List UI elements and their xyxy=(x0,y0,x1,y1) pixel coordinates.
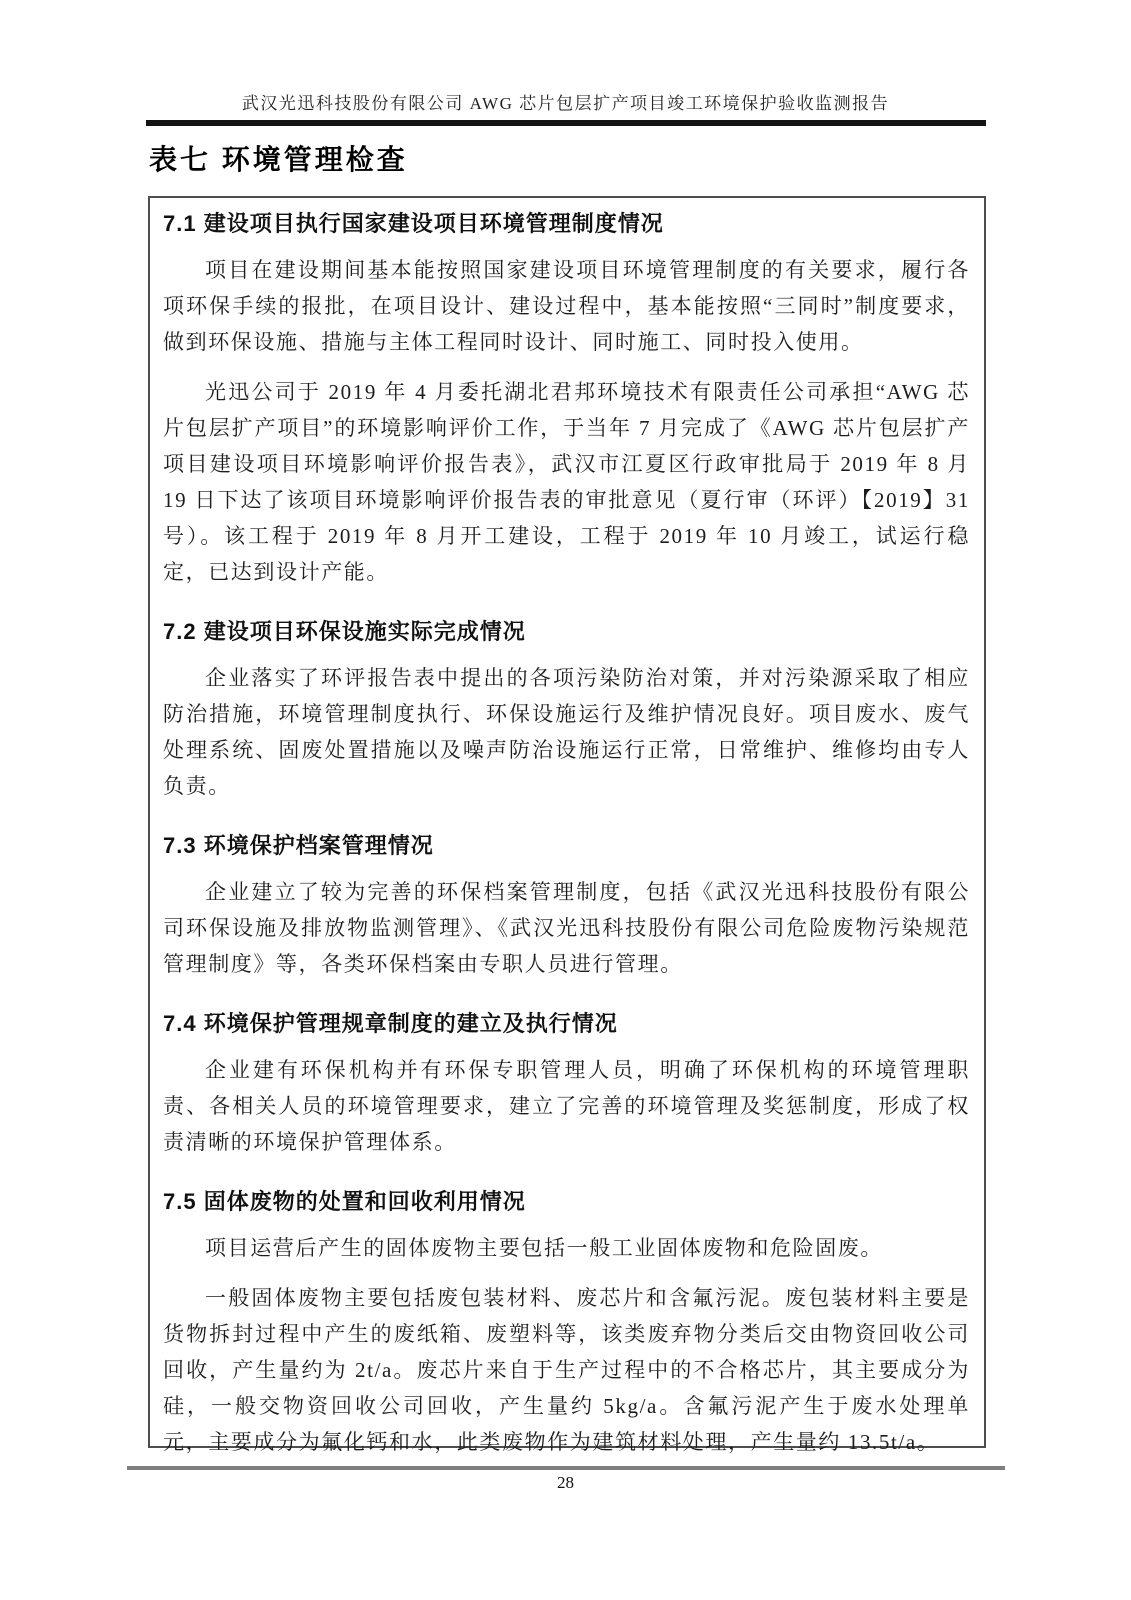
section-heading: 7.2 建设项目环保设施实际完成情况 xyxy=(163,619,526,644)
content-table-border xyxy=(148,196,986,1454)
paragraph: 项目运营后产生的固体废物主要包括一般工业固体废物和危险固废。 xyxy=(205,1236,883,1260)
paragraph: 一般固体废物主要包括废包装材料、废芯片和含氟污泥。废包装材料主要是货物拆封过程中产生的废纸箱、废塑料等，该类废弃物分类后交由物资回收公司回收，产生量约为 2t/a。废芯片来自于生产过程中的不合格芯片，其主要成分为硅，一般交物资回收公司回收，产生量约 5kg/a。含氟污泥产生于废水处理单元，主要成分为氟化钙和水，此类废物作为建筑材料处理，产生量约 13.5t/a。 xyxy=(163,1286,970,1454)
section-7-2 xyxy=(163,615,970,804)
page-title: 表七 环境管理检查 xyxy=(149,144,408,175)
section-7-3 xyxy=(163,829,970,982)
page-number: 28 xyxy=(557,1473,574,1492)
section-heading: 7.1 建设项目执行国家建设项目环境管理制度情况 xyxy=(163,211,664,236)
paragraph: 企业建立了较为完善的环保档案管理制度，包括《武汉光迅科技股份有限公司环保设施及排放物监测管理》、《武汉光迅科技股份有限公司危险废物污染规范管理制度》等，各类环保档案由专职人员进行管理。 xyxy=(163,880,970,976)
paragraph: 企业建有环保机构并有环保专职管理人员，明确了环保机构的环境管理职责、各相关人员的环境管理要求，建立了完善的环境管理及奖惩制度，形成了权责清晰的环境保护管理体系。 xyxy=(163,1058,970,1154)
section-heading: 7.4 环境保护管理规章制度的建立及执行情况 xyxy=(163,1011,618,1036)
paragraph: 光迅公司于 2019 年 4 月委托湖北君邦环境技术有限责任公司承担“AWG 芯片包层扩产项目”的环境影响评价工作，于当年 7 月完成了《AWG 芯片包层扩产项目建设项目环境影响评价报告表》，武汉市江夏区行政审批局于 2019 年 8 月 19 日下达了该项目环境影响评价报告表的审批意见（夏行审（环评）【2019】31 号）。该工程于 2019 年 8 月开工建设，工程于 2019 年 10 月竣工，试运行稳定，已达到设计产能。 xyxy=(163,380,970,584)
header-double-rule xyxy=(146,120,986,126)
report-header-title: 武汉光迅科技股份有限公司 AWG 芯片包层扩产项目竣工环境保护验收监测报告 xyxy=(241,94,890,113)
section-heading: 7.3 环境保护档案管理情况 xyxy=(163,833,434,858)
paragraph: 企业落实了环评报告表中提出的各项污染防治对策，并对污染源采取了相应防治措施，环境管理制度执行、环保设施运行及维护情况良好。项目废水、废气处理系统、固废处置措施以及噪声防治设施运行正常，日常维护、维修均由专人负责。 xyxy=(163,666,970,798)
paragraph: 项目在建设期间基本能按照国家建设项目环境管理制度的有关要求，履行各项环保手续的报批，在项目设计、建设过程中，基本能按照“三同时”制度要求，做到环保设施、措施与主体工程同时设计、同时施工、同时投入使用。 xyxy=(163,258,970,354)
section-7-4 xyxy=(163,1007,970,1160)
section-heading: 7.5 固体废物的处置和回收利用情况 xyxy=(163,1189,526,1214)
section-7-1 xyxy=(163,207,970,590)
section-7-5 xyxy=(163,1185,970,1460)
footer-rule xyxy=(127,1466,1005,1470)
